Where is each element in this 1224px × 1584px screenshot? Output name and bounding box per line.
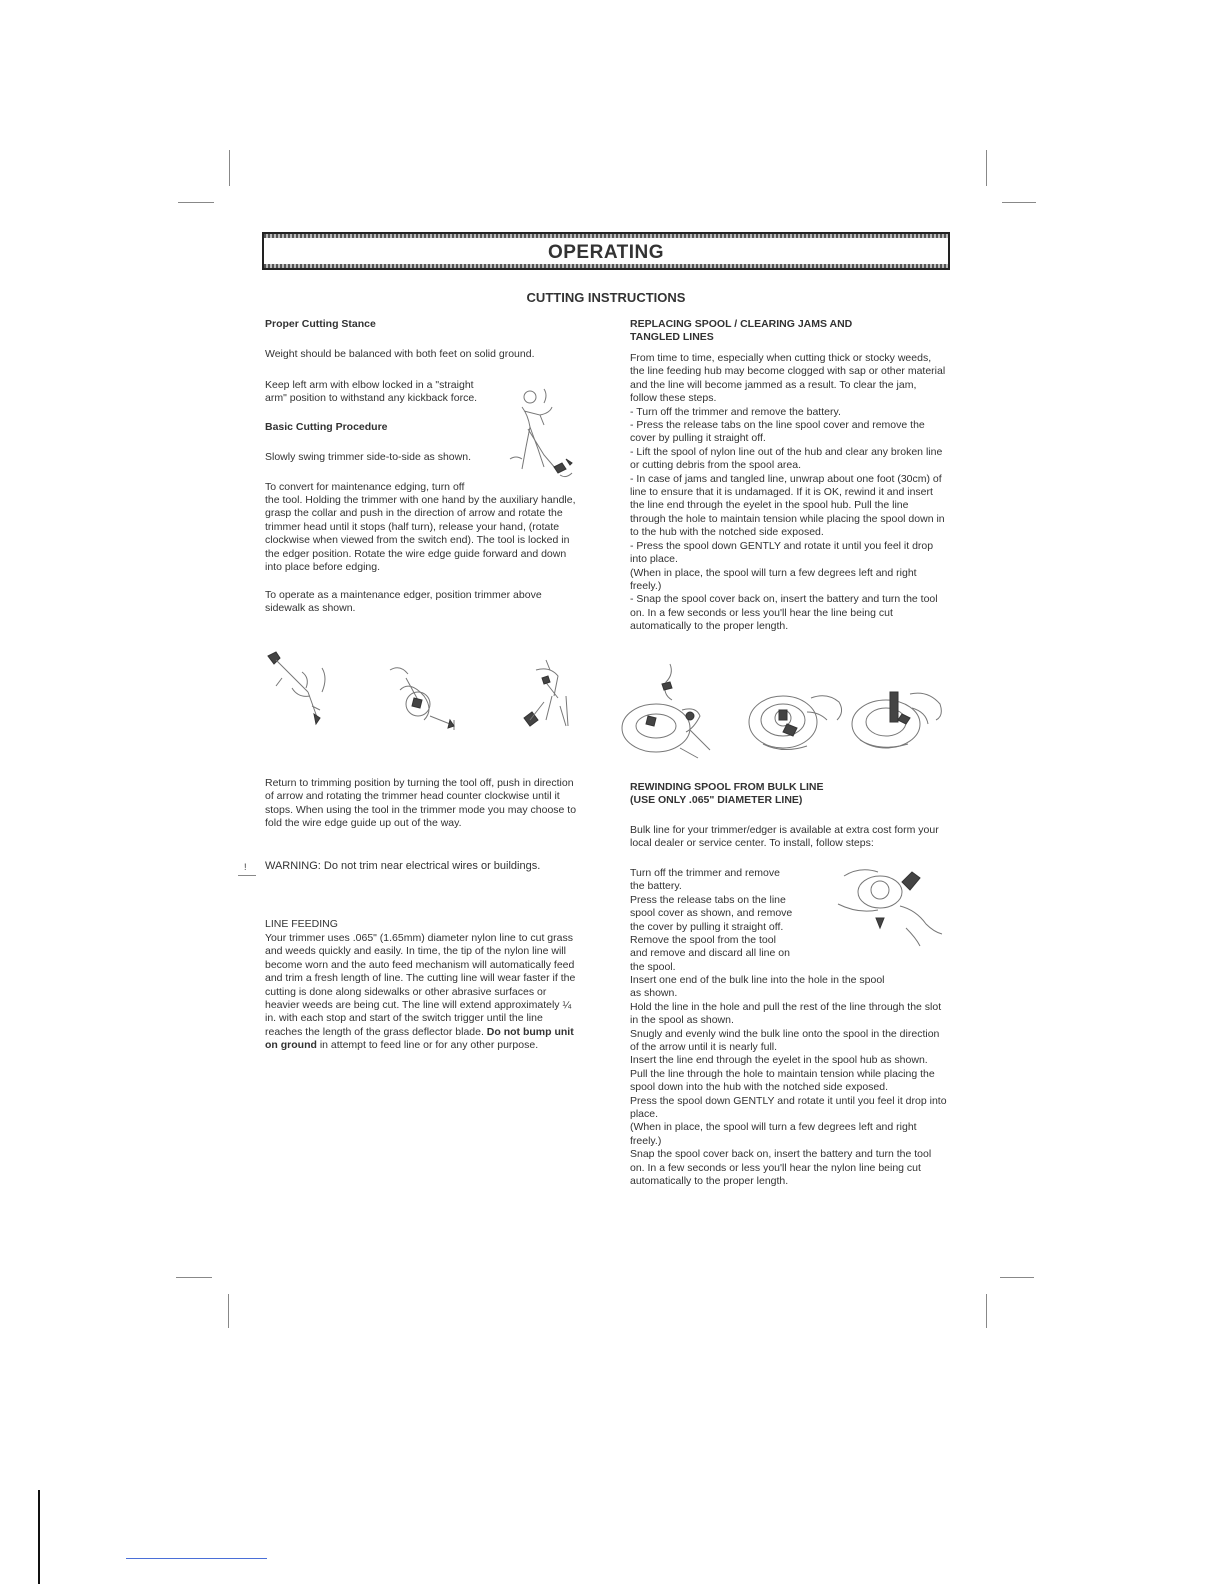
- cutting-stance-illustration: [500, 385, 580, 495]
- warning-underline: [238, 875, 256, 876]
- line-feeding-bold-text: Do not bump unit on ground: [265, 1025, 574, 1052]
- line-feeding-paragraph: [265, 932, 581, 1053]
- line-feeding-tail-text: in attempt to feed line or for any other purpose.: [316, 1039, 539, 1052]
- crop-mark: [986, 1294, 987, 1328]
- warning-text: Do not trim near electrical wires or buildings.: [320, 860, 541, 872]
- edging-paragraph-line1: To convert for maintenance edging, turn off: [265, 481, 465, 493]
- rewinding-steps-wide: Insert one end of the bulk line into the hole in the spool as shown. Hold the line in the hole and pull the rest of the line through the slot in the spool as shown. Snugly and evenly wind the bulk line onto the spool in the direction of the arrow until it is nearly full. Insert the line end through the eyelet in the spool hub as shown. Pull the line through the hole to maintain tension while placing the spool down into the hub with the notched side exposed. Press the spool down GENTLY and rotate it until you feel it drop into place. (When in place, the spool will turn a few degrees left and right freely.) Snap the spool cover back on, insert the battery and turn the tool on. In a few seconds or less you'll hear the nylon line being cut automatically to the proper length.: [630, 974, 947, 1188]
- edging-paragraph: the tool. Holding the trimmer with one hand by the auxiliary handle, grasp the collar and push in the direction of arrow and rotate the trimmer head until it stops (half turn), release your hand, (rotate clockwise when viewed from the switch end). The tool is locked in the edger position. Rotate the wire edge guide forward and down into place before edging.: [265, 494, 576, 574]
- crop-mark: [1002, 202, 1036, 203]
- rewinding-intro: Bulk line for your trimmer/edger is available at extra cost form your local dealer or service center. To install, follow steps:: [630, 824, 939, 850]
- section-banner: [262, 232, 950, 270]
- edger-conversion-illustration-2: [380, 660, 470, 740]
- warning-label-text: WARNING:: [265, 860, 321, 872]
- crop-mark: [1000, 1277, 1034, 1278]
- warning-icon: !: [244, 862, 247, 872]
- crop-mark: [178, 202, 214, 203]
- crop-mark: [176, 1277, 212, 1278]
- replacing-spool-heading: REPLACING SPOOL / CLEARING JAMS AND TANGLED LINES: [630, 318, 853, 344]
- crop-mark: [229, 150, 230, 186]
- spool-removal-illustration-3: [850, 684, 950, 764]
- footer-rule: [126, 1558, 267, 1559]
- rewinding-spool-heading: REWINDING SPOOL FROM BULK LINE (USE ONLY .065" DIAMETER LINE): [630, 781, 824, 807]
- edger-sidewalk-illustration: [516, 656, 576, 736]
- page-edge-line: [38, 1490, 40, 1584]
- section-title: CUTTING INSTRUCTIONS: [526, 290, 686, 305]
- edger-position-paragraph: To operate as a maintenance edger, position trimmer above sidewalk as shown.: [265, 589, 542, 615]
- edger-conversion-illustration-1: [262, 648, 342, 738]
- spool-removal-illustration-2: [745, 684, 850, 764]
- rewinding-steps-narrow: Turn off the trimmer and remove the battery. Press the release tabs on the line spool cover as shown, and remove the cover by pulling it straight off. Remove the spool from the tool and remove and discard all line on the spool.: [630, 867, 793, 973]
- stance-paragraph-1: Weight should be balanced with both feet on solid ground.: [265, 348, 535, 360]
- stance-paragraph-2: Keep left arm with elbow locked in a "straight arm" position to withstand any kickback force.: [265, 379, 478, 405]
- line-feeding-text: Your trimmer uses .065" (1.65mm) diameter nylon line to cut grass and weeds quickly and easily. In time, the tip of the nylon line will become worn and the auto feed mechanism will automatically feed and trim a fresh length of line. The cutting line will wear faster if the cutting is done along sidewalks or other abrasive surfaces or heavier weeds are being cut. The line will extend approximately ¼ in. with each stop and start of the switch trigger until the line reaches the length of the grass deflector blade.: [265, 932, 576, 1038]
- return-paragraph: Return to trimming position by turning the tool off, push in direction of arrow and rotating the trimmer head counter clockwise until it stops. When using the tool in the trimmer mode you may choose to fold the wire edge guide up out of the way.: [265, 777, 577, 830]
- procedure-heading: Basic Cutting Procedure: [265, 421, 388, 433]
- crop-mark: [986, 150, 987, 186]
- spool-cover-release-illustration: [838, 866, 948, 952]
- banner-title: OPERATING: [547, 242, 665, 263]
- spool-removal-illustration-1: [620, 660, 725, 770]
- stance-heading: Proper Cutting Stance: [265, 318, 376, 330]
- warning-label: [265, 860, 540, 873]
- replacing-spool-body: From time to time, especially when cutting thick or stocky weeds, the line feeding hub may become clogged with sap or other material and the line will become jammed as a result. To clear the jam, follow these steps. - Turn off the trimmer and remove the battery. - Press the release tabs on the line spool cover and remove the cover by pulling it straight off. - Lift the spool of nylon line out of the hub and clear any broken line or cutting debris from the spool area. - In case of jams and tangled line, unwrap about one foot (30cm) of line to ensure that it is undamaged. If it is OK, rewind it and insert the line end through the eyelet in the spool hub. Pull the line through the hole to maintain tension while placing the spool down in to the hub with the notched side exposed. - Press the spool down GENTLY and rotate it until you feel it drop into place. (When in place, the spool will turn a few degrees left and right freely.) - Snap the spool cover back on, insert the battery and turn the tool on. In a few seconds or less you'll hear the line being cut automatically to the proper length.: [630, 352, 946, 633]
- crop-mark: [228, 1294, 229, 1328]
- procedure-paragraph: Slowly swing trimmer side-to-side as shown.: [265, 451, 471, 463]
- line-feeding-heading: LINE FEEDING: [265, 918, 338, 930]
